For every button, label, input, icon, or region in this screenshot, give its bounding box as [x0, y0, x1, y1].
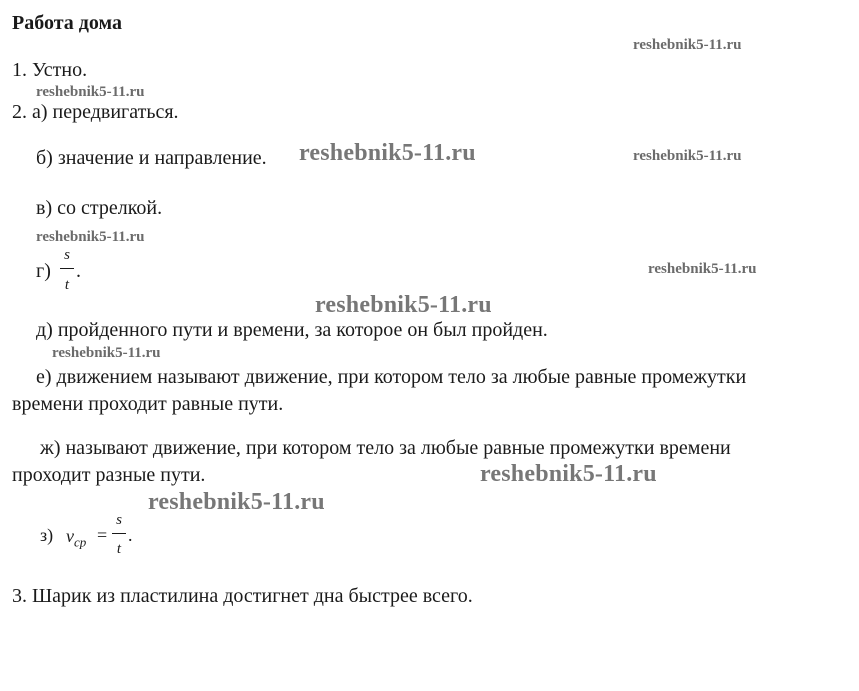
fraction-denominator: t [64, 277, 70, 293]
watermark: reshebnik5-11.ru [633, 148, 742, 164]
velocity-subscript: ср [74, 534, 87, 550]
item-2g-period: . [76, 260, 81, 282]
item-2b: б) значение и направление. [36, 147, 267, 169]
velocity-symbol: v [66, 526, 74, 546]
equals-sign: = [97, 525, 108, 545]
formula-velocity [66, 524, 86, 555]
page-title: Работа дома [12, 12, 122, 34]
watermark: reshebnik5-11.ru [315, 292, 492, 318]
item-2v: в) со стрелкой. [36, 197, 163, 219]
watermark: reshebnik5-11.ru [148, 489, 325, 515]
watermark: reshebnik5-11.ru [633, 37, 742, 53]
fraction-numerator: s [116, 512, 122, 528]
item-2zh-line2: проходит разные пути. [12, 464, 206, 486]
watermark: reshebnik5-11.ru [36, 84, 145, 100]
watermark: reshebnik5-11.ru [648, 261, 757, 277]
item-2g-prefix: г) [36, 260, 51, 282]
watermark: reshebnik5-11.ru [36, 229, 145, 245]
item-2a: 2. а) передвигаться. [12, 101, 179, 123]
item-3: 3. Шарик из пластилина достигнет дна быстрее всего. [12, 585, 473, 607]
fraction-numerator: s [64, 247, 70, 263]
item-2zh-line1: ж) называют движение, при котором тело за любые равные промежутки времени [40, 437, 731, 459]
fraction-bar [112, 533, 126, 534]
fraction-denominator: t [116, 541, 122, 557]
watermark: reshebnik5-11.ru [299, 140, 476, 166]
fraction-bar [60, 268, 74, 269]
item-2d: д) пройденного пути и времени, за которое он был пройден. [36, 319, 548, 341]
watermark: reshebnik5-11.ru [480, 461, 657, 487]
item-2e-line2: времени проходит равные пути. [12, 393, 284, 415]
item-2z-period: . [128, 525, 133, 545]
item-1: 1. Устно. [12, 59, 88, 81]
item-2z-prefix: з) [40, 525, 54, 545]
item-2e-line1: е) движением называют движение, при котором тело за любые равные промежутки [36, 366, 747, 388]
watermark: reshebnik5-11.ru [52, 345, 161, 361]
